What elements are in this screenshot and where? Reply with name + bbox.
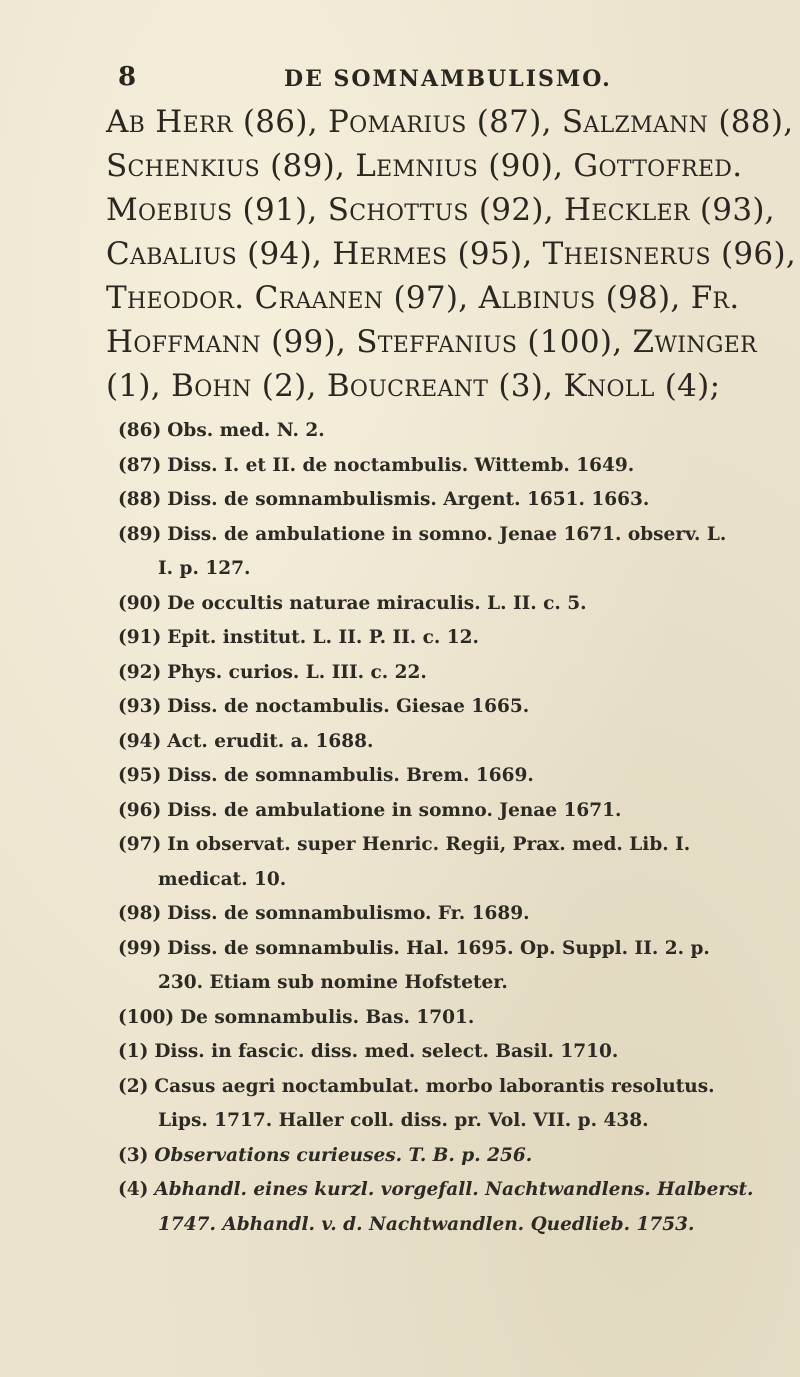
footnote bbox=[118, 414, 758, 449]
footnote bbox=[118, 897, 758, 932]
footnote-number: (86) bbox=[118, 420, 162, 441]
footnote-text: Epit. institut. L. II. P. II. c. 12. bbox=[167, 627, 479, 648]
footnote bbox=[118, 932, 758, 967]
footnote-text: Diss. de somnambulis. Brem. 1669. bbox=[167, 765, 534, 786]
footnote-number: (92) bbox=[118, 661, 162, 683]
footnote-text: Observations curieuses. T. B. p. 256. bbox=[154, 1144, 533, 1166]
footnote-continuation: Lips. 1717. Haller coll. diss. pr. Vol. VII. p. 438. bbox=[158, 1110, 649, 1131]
footnote-number: (4) bbox=[118, 1179, 149, 1200]
footnote bbox=[118, 656, 758, 691]
footnote bbox=[118, 828, 758, 863]
footnotes bbox=[118, 414, 758, 1242]
footnote bbox=[118, 1173, 758, 1208]
footnote bbox=[118, 794, 758, 829]
footnote-number: (3) bbox=[118, 1144, 149, 1166]
footnote-text: Diss. de somnambulismis. Argent. 1651. 1663. bbox=[167, 489, 650, 510]
footnote-number: (95) bbox=[118, 765, 162, 786]
footnote-number: (89) bbox=[118, 523, 162, 545]
footnote-text: Diss. de somnambulis. Hal. 1695. Op. Suppl. II. 2. p. bbox=[167, 937, 710, 959]
footnote-text: Abhandl. eines kurzl. vorgefall. Nachtwandlens. Halberst. bbox=[154, 1179, 754, 1200]
text-line: Moebius (91), Schottus (92), Heckler (93), bbox=[106, 192, 775, 228]
footnote bbox=[118, 621, 758, 656]
main-text bbox=[106, 100, 796, 408]
footnote bbox=[118, 1035, 758, 1070]
footnote bbox=[118, 1139, 758, 1174]
footnote-text: Diss. I. et II. de noctambulis. Wittemb. 1649. bbox=[167, 454, 635, 476]
footnote-text: Diss. de noctambulis. Giesae 1665. bbox=[167, 696, 530, 717]
running-head bbox=[118, 62, 678, 102]
text-line: (1), Bohn (2), Boucreant (3), Knoll (4); bbox=[106, 368, 721, 404]
footnote-text: Casus aegri noctambulat. morbo laborantis resolutus. bbox=[154, 1075, 715, 1097]
footnote bbox=[118, 725, 758, 760]
footnote-number: (100) bbox=[118, 1006, 175, 1028]
footnote-continuation: 1747. Abhandl. v. d. Nachtwandlen. Quedlieb. 1753. bbox=[158, 1213, 695, 1235]
footnote-text: Phys. curios. L. III. c. 22. bbox=[167, 661, 427, 683]
footnote-number: (2) bbox=[118, 1075, 149, 1097]
footnote-text: Diss. de ambulatione in somno. Jenae 1671. observ. L. bbox=[167, 523, 727, 545]
footnote bbox=[118, 690, 758, 725]
text-line: Hoffmann (99), Steffanius (100), Zwinger bbox=[106, 324, 757, 360]
footnote-text: In observat. super Henric. Regii, Prax. med. Lib. I. bbox=[167, 834, 691, 855]
text-line: Ab Herr (86), Pomarius (87), Salzmann (88), bbox=[106, 104, 794, 140]
text-line: Cabalius (94), Hermes (95), Theisnerus (96), bbox=[106, 236, 796, 272]
footnote bbox=[118, 449, 758, 484]
footnote-continuation: 230. Etiam sub nomine Hofsteter. bbox=[158, 972, 508, 993]
text-line: Schenkius (89), Lemnius (90), Gottofred. bbox=[106, 148, 743, 184]
footnote-number: (98) bbox=[118, 903, 162, 924]
footnote-text: Diss. de ambulatione in somno. Jenae 1671. bbox=[167, 799, 622, 821]
running-title: DE SOMNAMBULISMO. bbox=[284, 66, 612, 92]
footnote-text: De occultis naturae miraculis. L. II. c. 5. bbox=[167, 592, 587, 614]
footnote-text: Diss. de somnambulismo. Fr. 1689. bbox=[167, 903, 530, 924]
footnote-number: (91) bbox=[118, 627, 162, 648]
footnote-number: (90) bbox=[118, 592, 162, 614]
footnote-number: (88) bbox=[118, 489, 162, 510]
page-number: 8 bbox=[118, 62, 138, 92]
footnote-number: (97) bbox=[118, 834, 162, 855]
footnote-text: De somnambulis. Bas. 1701. bbox=[180, 1006, 475, 1028]
footnote bbox=[118, 518, 758, 553]
footnote-text: Obs. med. N. 2. bbox=[167, 420, 325, 441]
footnote-text: Diss. in fascic. diss. med. select. Basil. 1710. bbox=[154, 1041, 619, 1062]
footnote-number: (99) bbox=[118, 937, 162, 959]
footnote-continuation: medicat. 10. bbox=[158, 868, 287, 890]
footnote-text: Act. erudit. a. 1688. bbox=[167, 730, 374, 752]
footnote bbox=[118, 587, 758, 622]
footnote bbox=[118, 759, 758, 794]
text-line: Theodor. Craanen (97), Albinus (98), Fr. bbox=[106, 280, 740, 316]
footnote bbox=[118, 483, 758, 518]
footnote-number: (96) bbox=[118, 799, 162, 821]
footnote-number: (87) bbox=[118, 454, 162, 476]
footnote-continuation: I. p. 127. bbox=[158, 558, 251, 579]
footnote-number: (94) bbox=[118, 730, 162, 752]
footnote-number: (1) bbox=[118, 1041, 149, 1062]
footnote-number: (93) bbox=[118, 696, 162, 717]
footnote bbox=[118, 1070, 758, 1105]
footnote bbox=[118, 1001, 758, 1036]
